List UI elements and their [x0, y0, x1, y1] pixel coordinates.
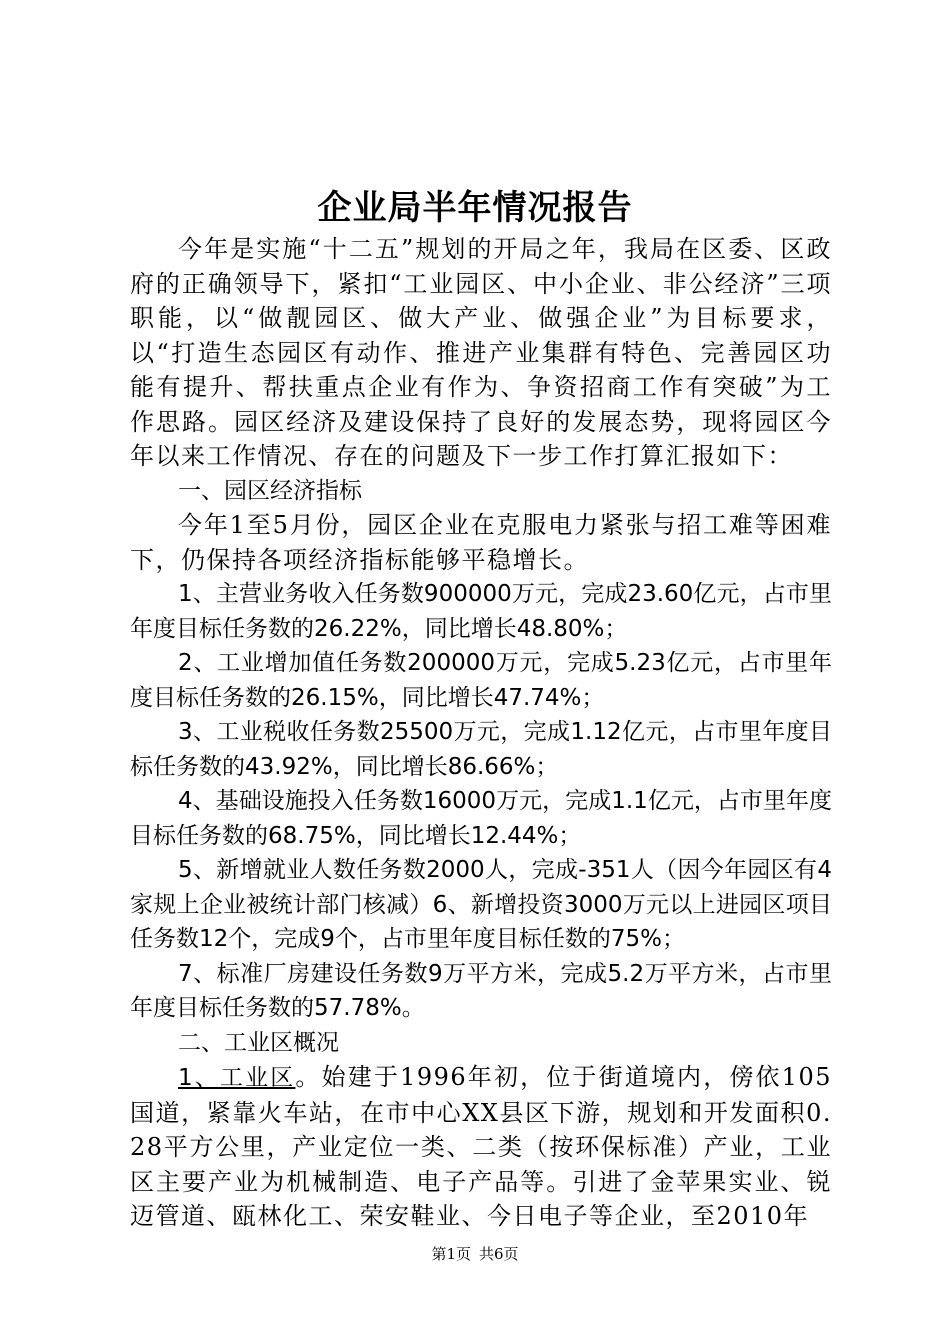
industrial-zone-label: 1、工业区	[178, 1065, 296, 1091]
industrial-zone-text: 。始建于1996年初，位于街道境内，傍依105国道，紧靠火车站，在市中心XX县区下游，规划和开发面积0.28平方公里，产业定位一类、二类（按环保标准）产业，工业区主要产业为机械制造、电子产品等。引进了金苹果实业、锐迈管道、瓯林化工、荣安鞋业、今日电子等企业，至2010年	[130, 1063, 832, 1230]
section-heading-economic-indicators: 一、园区经济指标	[178, 477, 362, 504]
page-number: 第1页	[431, 1245, 471, 1263]
indicator-item-1: 1、主营业务收入任务数900000万元，完成23.60亿元，占市里年度目标任务数的26.22%，同比增长48.80%；	[130, 581, 832, 642]
intro-paragraph: 今年是实施“十二五”规划的开局之年，我局在区委、区政府的正确领导下，紧扣“工业园区、中小企业、非公经济”三项职能，以“做靓园区、做大产业、做强企业”为目标要求，以“打造生态园区有动作、推进产业集群有特色、完善园区功能有提升、帮扶重点企业有作为、争资招商工作有突破”为工作思路。园区经济及建设保持了良好的发展态势，现将园区今年以来工作情况、存在的问题及下一步工作打算汇报如下：	[130, 235, 832, 470]
industrial-zone-paragraph	[130, 1060, 832, 1234]
section-heading-industrial-zone: 二、工业区概况	[178, 1029, 339, 1056]
indicator-item-7: 7、标准厂房建设任务数9万平方米，完成5.2万平方米，占市里年度目标任务数的57.78%。	[130, 960, 832, 1021]
document-body	[130, 232, 832, 1234]
section1-lead-paragraph: 今年1至5月份，园区企业在克服电力紧张与招工难等困难下，仍保持各项经济指标能够平稳增长。	[130, 511, 832, 574]
page-footer	[0, 1244, 950, 1264]
indicator-item-4: 4、基础设施投入任务数16000万元，完成1.1亿元，占市里年度目标任务数的68.75%，同比增长12.44%；	[130, 788, 832, 849]
indicator-item-3: 3、工业税收任务数25500万元，完成1.12亿元，占市里年度目标任务数的43.92%，同比增长86.66%；	[130, 719, 832, 780]
document-title: 企业局半年情况报告	[317, 188, 633, 228]
page-total: 共6页	[479, 1245, 519, 1263]
indicator-item-2: 2、工业增加值任务数200000万元，完成5.23亿元，占市里年度目标任务数的26.15%，同比增长47.74%；	[130, 650, 832, 711]
indicator-item-5-6: 5、新增就业人数任务数2000人，完成-351人（因今年园区有4家规上企业被统计部门核减）6、新增投资3000万元以上进园区项目任务数12个，完成9个，占市里年度目标任数的75%；	[130, 857, 832, 952]
